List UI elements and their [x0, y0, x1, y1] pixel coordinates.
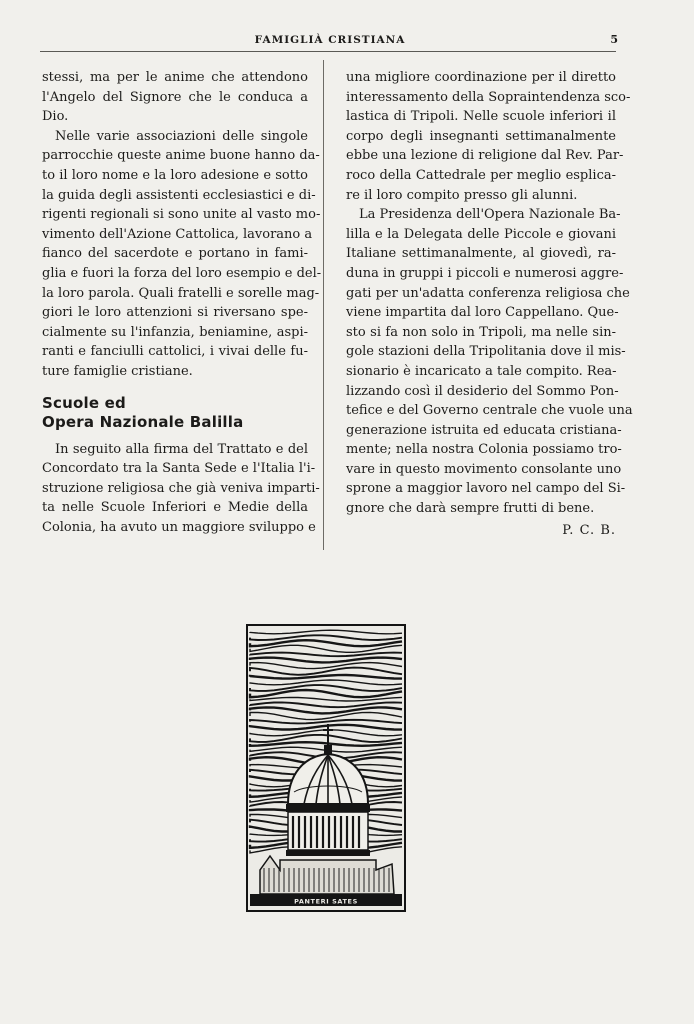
- text-line: generazione istruita ed educata cristiana-: [346, 422, 622, 438]
- text-line: gole stazioni della Tripolitania dove il mis-: [346, 344, 626, 360]
- text-line: ture famiglie cristiane.: [42, 363, 193, 379]
- text-line: In seguito alla firma del Trattato e del: [55, 441, 308, 457]
- text-line: stessi, ma per le anime che attendono: [42, 70, 308, 85]
- paragraph-associazioni: [42, 127, 322, 382]
- cathedral-woodcut-illustration: [246, 624, 406, 912]
- text-line: Italiane settimanalmente, al giovedì, ra-: [346, 246, 616, 262]
- text-line: interessamento della Sopraintendenza sco-: [346, 89, 631, 105]
- text-line: rigenti regionali si sono unite al vasto mo-: [42, 207, 321, 223]
- text-line: Colonia, ha avuto un maggiore sviluppo e: [42, 519, 316, 535]
- text-line: sprone a maggior lavoro nel campo del Si-: [346, 481, 626, 497]
- text-line: re il loro compito presso gli alunni.: [346, 187, 578, 203]
- text-line: to il loro nome e la loro adesione e sotto: [42, 167, 308, 183]
- section-heading-line: Opera Nazionale Balilla: [42, 412, 244, 431]
- text-line: Dio.: [42, 109, 69, 125]
- text-line: una migliore coordinazione per il diretto: [346, 70, 616, 85]
- text-line: giori le loro attenzioni si riversano spe-: [42, 305, 308, 321]
- text-line: vare in questo movimento consolante uno: [346, 461, 622, 477]
- text-line: sionario è incaricato a tale compito. Rea-: [346, 363, 617, 379]
- text-line: gati per un'adatta conferenza religiosa che: [346, 285, 630, 301]
- text-line: lizzando così il desiderio del Sommo Pon-: [346, 383, 619, 399]
- section-heading: [42, 394, 308, 432]
- author-initials: P. C. B.: [562, 522, 616, 538]
- text-line: la loro parola. Quali fratelli e sorelle mag-: [42, 285, 320, 301]
- text-line: vimento dell'Azione Cattolica, lavorano a: [42, 226, 313, 242]
- text-line: gnore che darà sempre frutti di bene.: [346, 501, 595, 517]
- paragraph-presidenza: [346, 205, 633, 519]
- text-line: corpo degli insegnanti settimanalmente: [346, 128, 616, 144]
- text-line: la guida degli assistenti ecclesiastici e di-: [42, 187, 316, 203]
- artist-signature: PANTERI SATES: [294, 897, 358, 906]
- drum-cornice: [286, 804, 370, 812]
- text-line: Concordato tra la Santa Sede e l'Italia l'i-: [42, 461, 316, 477]
- text-line: cialmente su l'infanzia, beniamine, aspi-: [42, 324, 308, 340]
- left-column: [42, 68, 322, 537]
- text-line: lilla e la Delegata delle Piccole e giovani: [346, 226, 616, 242]
- text-line: ebbe una lezione di religione dal Rev. Par-: [346, 148, 624, 164]
- text-line: tefice e del Governo centrale che vuole una: [346, 403, 633, 419]
- text-line: ranti e fanciulli cattolici, i vivai delle fu-: [42, 344, 308, 360]
- right-column: [346, 68, 633, 540]
- column-divider: [323, 60, 324, 550]
- text-line: sto si fa non solo in Tripoli, ma nelle sin-: [346, 324, 616, 340]
- text-line: mente; nella nostra Colonia possiamo tro-: [346, 442, 622, 458]
- text-line: fianco del sacerdote e portano in fami-: [42, 246, 308, 262]
- text-line: l'Angelo del Signore che le conduca a: [42, 89, 308, 105]
- text-line: duna in gruppi i piccoli e numerosi aggre-: [346, 265, 624, 281]
- drum-base: [286, 850, 370, 856]
- text-line: La Presidenza dell'Opera Nazionale Ba-: [359, 207, 621, 223]
- paragraph-trattato: [42, 440, 320, 538]
- paragraph-continuation: [42, 68, 308, 127]
- text-line: ta nelle Scuole Inferiori e Medie della: [42, 500, 308, 516]
- section-heading-line: Scuole ed: [42, 393, 126, 412]
- page-number: 5: [610, 33, 618, 46]
- text-line: struzione religiosa che già veniva imparti-: [42, 480, 320, 496]
- text-line: glia e fuori la forza del loro esempio e del-: [42, 265, 322, 281]
- text-line: Nelle varie associazioni delle singole: [55, 128, 308, 144]
- text-line: lastica di Tripoli. Nelle scuole inferiori il: [346, 109, 616, 125]
- text-line: parrocchie queste anime buone hanno da-: [42, 148, 320, 164]
- running-header-title: FAMIGLIÀ CRISTIANA: [254, 34, 406, 46]
- paragraph-coordinazione: [346, 68, 631, 205]
- text-line: roco della Cattedrale per meglio esplica-: [346, 167, 616, 183]
- text-line: viene impartita dal loro Cappellano. Que-: [346, 305, 619, 321]
- header-rule: [40, 51, 616, 52]
